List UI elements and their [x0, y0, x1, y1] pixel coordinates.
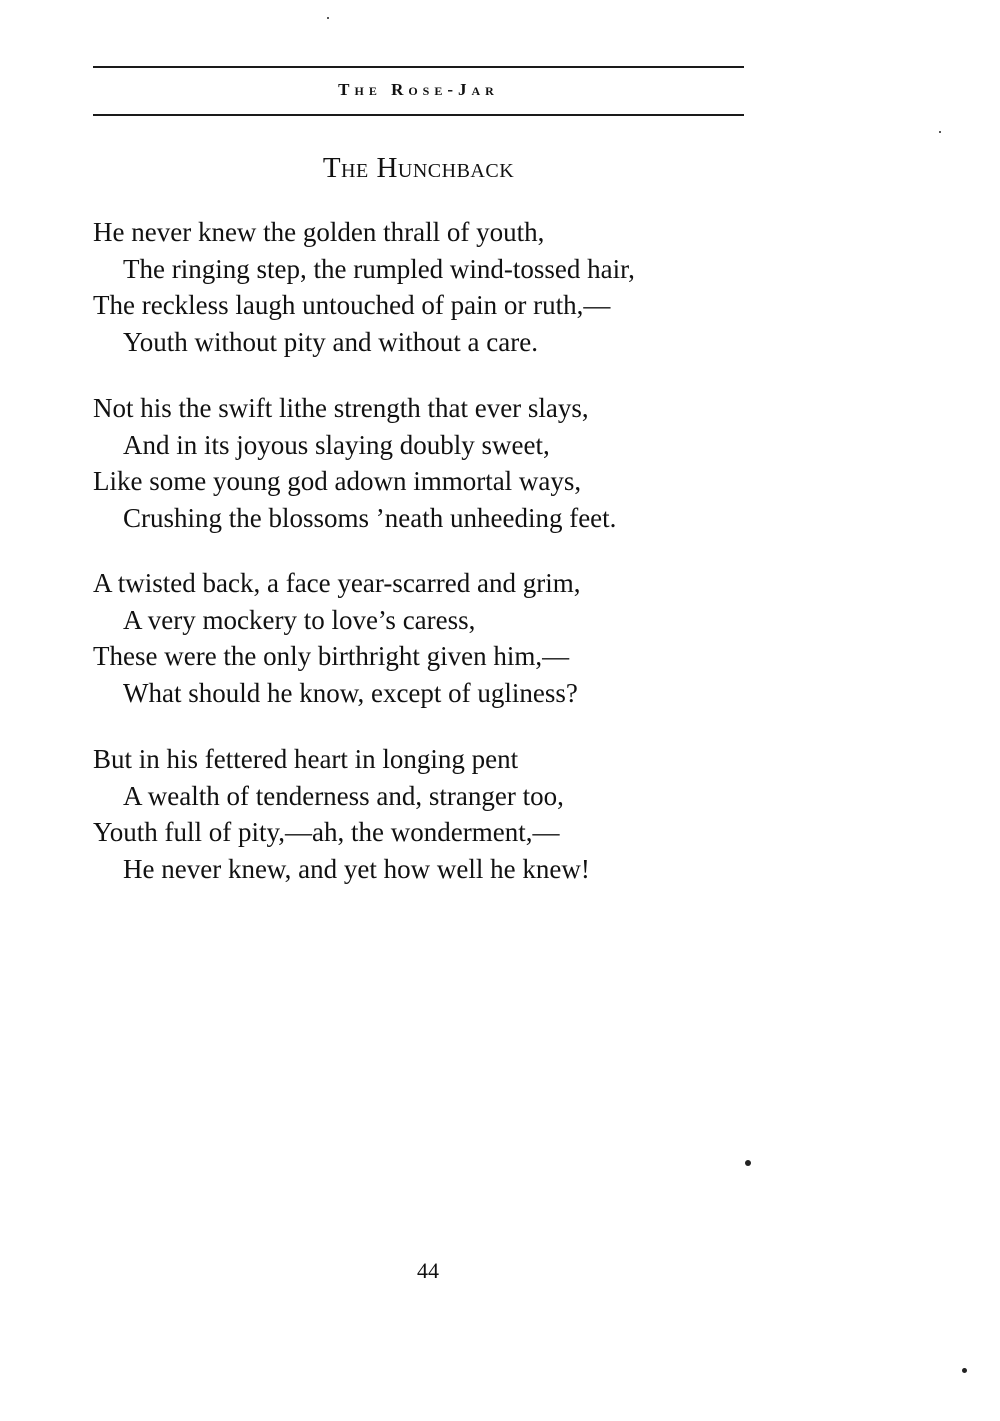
poem-line: He never knew, and yet how well he knew! — [123, 853, 590, 884]
poem-line: Not his the swift lithe strength that ever slays, — [93, 393, 589, 423]
poem-line: Youth without pity and without a care. — [123, 326, 538, 357]
poem-line: Youth full of pity,—ah, the wonderment,— — [93, 817, 560, 847]
poem-title: The Hunchback — [322, 152, 515, 184]
poem-line: And in its joyous slaying doubly sweet, — [123, 429, 550, 460]
poem-line: Like some young god adown immortal ways, — [93, 466, 582, 496]
scan-speck — [745, 1160, 751, 1166]
poem-line: A wealth of tenderness and, stranger too, — [123, 780, 564, 811]
stanza-2 — [93, 390, 773, 536]
poem-line: A twisted back, a face year-scarred and grim, — [93, 568, 581, 598]
poem-line: What should he know, except of ugliness? — [123, 677, 578, 708]
running-head: The Rose-Jar — [338, 80, 499, 99]
header-rule-bottom — [93, 114, 744, 116]
stanza-4 — [93, 741, 773, 887]
scan-speck — [939, 131, 941, 133]
stanza-1 — [93, 214, 773, 360]
poem-line: A very mockery to love’s caress, — [123, 604, 476, 635]
scan-speck — [327, 17, 329, 19]
stanza-3 — [93, 565, 773, 711]
page-number: 44 — [417, 1258, 439, 1283]
poem-line: Crushing the blossoms ’neath unheeding feet. — [123, 502, 617, 533]
poem-line: But in his fettered heart in longing pent — [93, 744, 519, 774]
scan-speck — [962, 1368, 967, 1373]
header-rule-top — [93, 66, 744, 68]
poem-line: He never knew the golden thrall of youth, — [93, 217, 545, 247]
poem-line: The ringing step, the rumpled wind-tossed hair, — [123, 253, 635, 284]
poem-line: These were the only birthright given him,— — [93, 641, 570, 671]
poem-line: The reckless laugh untouched of pain or ruth,— — [93, 290, 611, 320]
